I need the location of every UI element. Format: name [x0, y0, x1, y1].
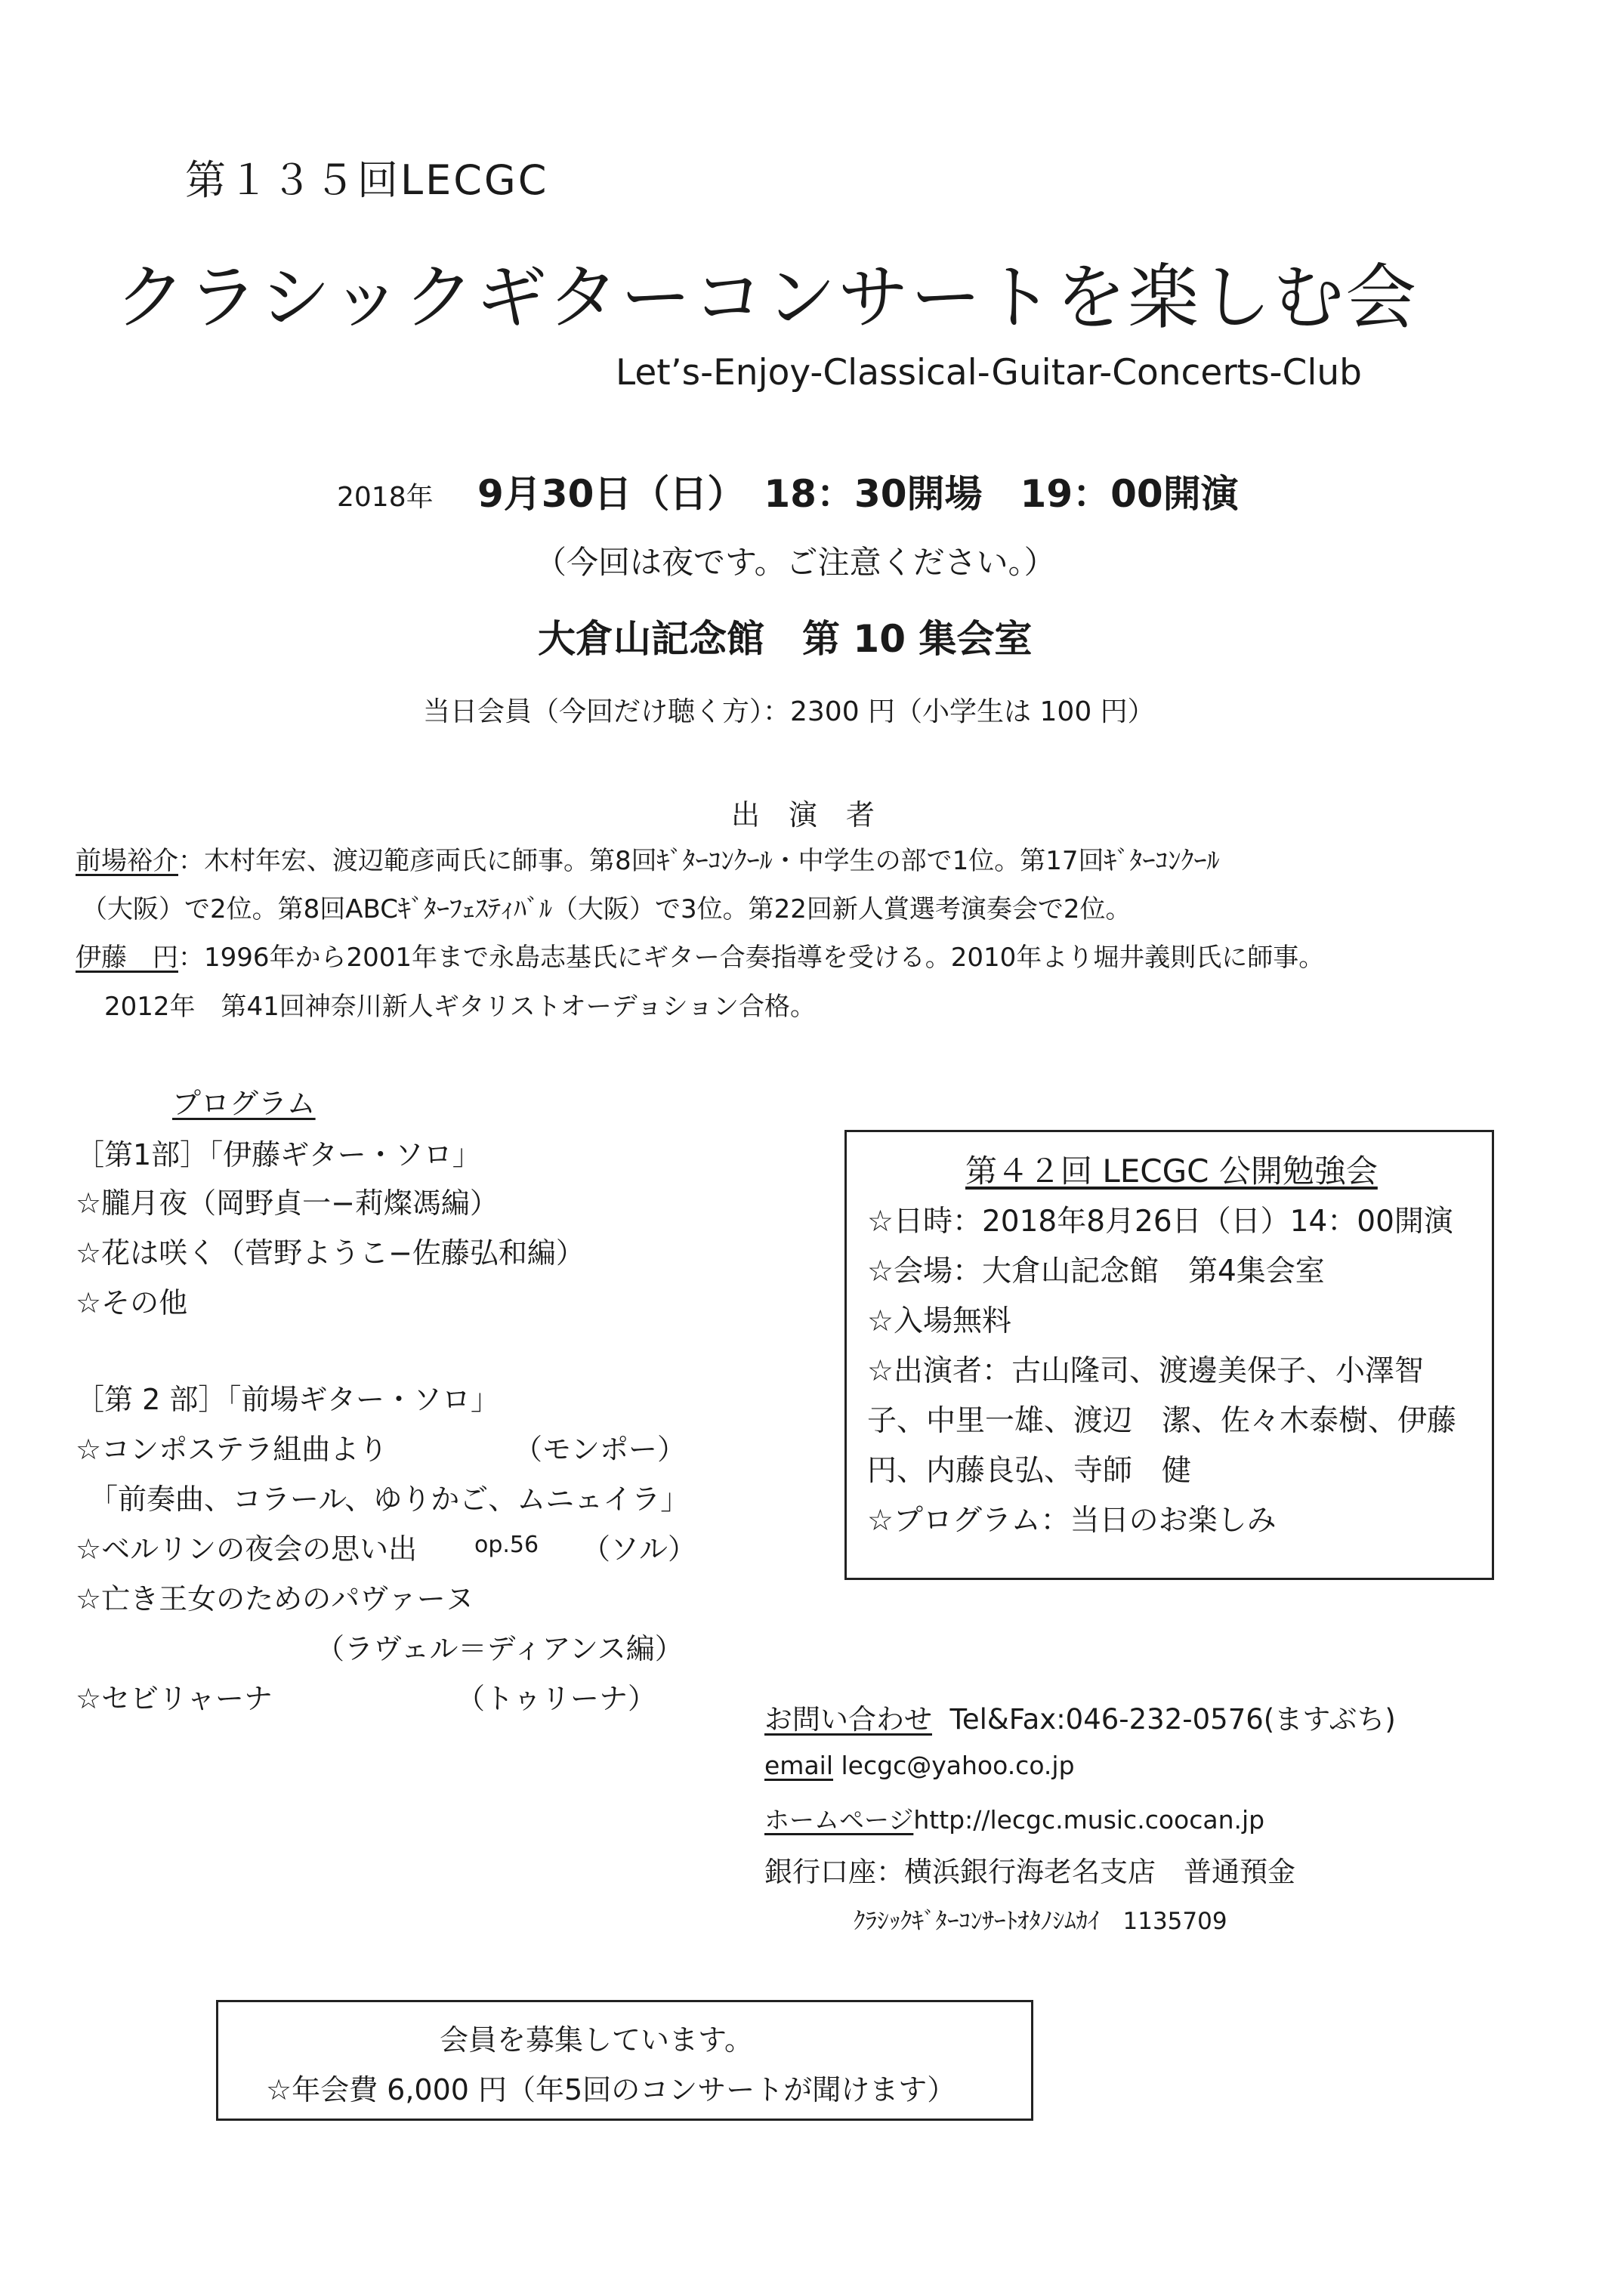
study-session-line: 円、内藤良弘、寺師 健	[867, 1454, 1192, 1488]
event-notice: （今回は夜です。ご注意ください。）	[535, 544, 1056, 581]
program-item: ☆その他	[76, 1286, 188, 1319]
program-part-2-title: ［第 2 部］「前場ギター・ソロ」	[76, 1383, 499, 1416]
page-subtitle: Let’s-Enjoy-Classical-Guitar-Concerts-Club	[616, 352, 1363, 393]
program-item: ☆コンポステラ組曲より	[76, 1433, 388, 1466]
bank-account: 銀行口座：横浜銀行海老名支店 普通預金	[764, 1856, 1295, 1888]
performer-1-line-2: （大阪）で2位。第8回ABCｷﾞﾀｰﾌｪｽﾃｨﾊﾞﾙ（大阪）で3位。第22回新人賞選考演奏会で2位。	[82, 894, 1132, 924]
program-item-opus: op.56	[474, 1532, 539, 1558]
account-name-number: ｸﾗｼｯｸｷﾞﾀｰｺﾝｻｰﾄｵﾀﾉｼﾑｶｲ 1135709	[854, 1908, 1227, 1935]
program-item-composer: （ソル）	[582, 1532, 697, 1566]
program-item-composer: （トゥリーナ）	[456, 1682, 657, 1715]
program-item: ☆花は咲く（菅野ようこ−佐藤弘和編）	[76, 1236, 585, 1270]
membership-line-1: 会員を募集しています。	[440, 2023, 753, 2057]
study-session-line: ☆日時：2018年8月26日（日）14：00開演	[867, 1205, 1453, 1239]
performer-1-line-1	[76, 840, 1220, 877]
performer-2-line-1	[76, 937, 1324, 974]
edition-label: 第１３５回LECGC	[185, 156, 549, 204]
study-session-line: 子、中里一雄、渡辺 潔、佐々木泰樹、伊藤	[867, 1404, 1457, 1438]
homepage-label: ホームページ	[764, 1805, 914, 1835]
performer-2-line-2: 2012年 第41回神奈川新人ギタリストオーデョション合格。	[104, 992, 817, 1022]
program-heading: プログラム	[172, 1087, 316, 1120]
homepage-link[interactable]: http://lecgc.music.coocan.jp	[913, 1805, 1265, 1835]
performer-1-bio-1: ：木村年宏、渡辺範彦両氏に師事。第8回ｷﾞﾀｰｺﾝｸｰﾙ・中学生の部で1位。第17回ｷﾞﾀｰｺﾝｸｰﾙ	[178, 846, 1220, 876]
contact-line	[764, 1696, 1396, 1737]
page-title: クラシックギターコンサートを楽しむ会	[115, 257, 1419, 339]
program-item: ☆朧月夜（岡野貞一−莉燦馮編）	[76, 1187, 499, 1220]
email-link[interactable]: lecgc@yahoo.co.jp	[841, 1751, 1075, 1780]
study-session-line: ☆会場：大倉山記念館 第4集会室	[867, 1254, 1325, 1288]
event-year: 2018年	[337, 482, 434, 513]
program-item-subtitle: 「前奏曲、コラール、ゆりかご、ムニェイラ」	[89, 1483, 690, 1516]
study-session-line: ☆プログラム：当日のお楽しみ	[867, 1504, 1277, 1538]
event-fee: 当日会員（今回だけ聴く方）：2300 円（小学生は 100 円）	[423, 696, 1155, 727]
email-label: email	[764, 1751, 834, 1780]
study-session-line: ☆入場無料	[867, 1304, 1011, 1338]
program-part-1-title: ［第1部］「伊藤ギター・ソロ」	[76, 1138, 481, 1171]
program-item-composer: （モンポー）	[514, 1433, 687, 1466]
contact-label: お問い合わせ	[764, 1703, 932, 1736]
program-item: ☆亡き王女のためのパヴァーヌ	[76, 1582, 474, 1616]
contact-tel: Tel&Fax:046-232-0576(ますぶち)	[949, 1703, 1396, 1736]
event-venue: 大倉山記念館 第 10 集会室	[538, 617, 1033, 661]
event-datetime: 9月30日（日） 18：30開場 19：00開演	[477, 472, 1239, 516]
program-item: ☆セビリャーナ	[76, 1682, 273, 1715]
performers-heading: 出 演 者	[731, 798, 875, 832]
homepage-line	[764, 1801, 1264, 1836]
membership-line-2: ☆年会費 6,000 円（年5回のコンサートが聞けます）	[266, 2073, 956, 2106]
study-session-title: 第４２回 LECGC 公開勉強会	[965, 1153, 1378, 1190]
study-session-line: ☆出演者：古山隆司、渡邊美保子、小澤智	[867, 1354, 1424, 1388]
performer-2-bio-1: ：1996年から2001年まで永島志基氏にギター合奏指導を受ける。2010年より堀井義則氏に師事。	[178, 943, 1325, 973]
performer-2-name: 伊藤 円	[76, 943, 178, 973]
performer-1-name: 前場裕介	[76, 846, 178, 876]
email-line	[764, 1751, 1075, 1780]
program-item-composer: （ラヴェル＝ディアンス編）	[316, 1632, 684, 1665]
program-item: ☆ベルリンの夜会の思い出	[76, 1532, 418, 1566]
